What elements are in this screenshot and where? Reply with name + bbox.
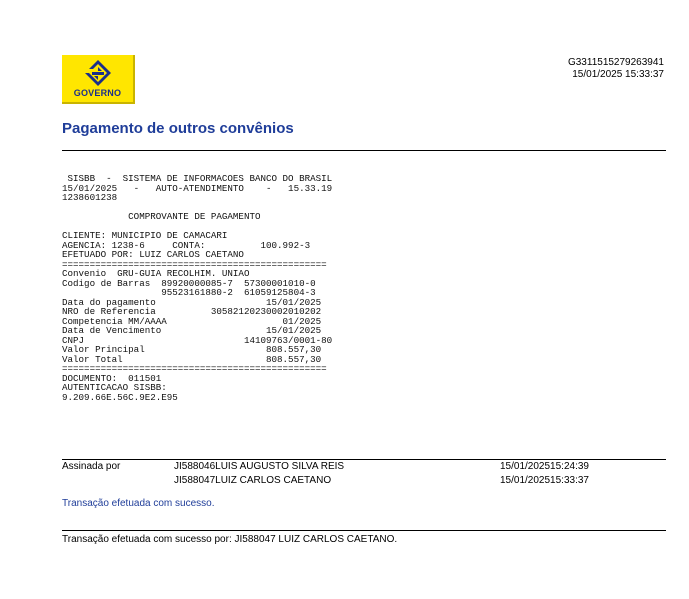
signature-divider [62,459,666,460]
signature-datetime: 15/01/202515:33:37 [500,475,589,486]
bb-logo-icon [84,59,112,87]
success-message: Transação efetuada com sucesso. [62,498,215,509]
signer-name: JI588047LUIZ CARLOS CAETANO [174,475,332,486]
payment-receipt: SISBB - SISTEMA DE INFORMACOES BANCO DO BRASIL 15/01/2025 - AUTO-ATENDIMENTO - 15.33.19 1238601238 COMPROVANTE DE PAGAMENTO CLIENTE: MUNICIPIO DE CAMACARI AGENCIA: 1238-6 CONTA: 100.992-3 EFETUADO POR: LUIZ CARLOS CAETANO ================================================ Convenio GRU-GUIA RECOLHIM. UNIAO Codigo de Barras 89920000085-7 57300001010-0 95523161880-2 61059125804-3 Data do pagamento 15/01/2025 NRO de Referencia 30582120230002010202 Competencia MM/AAAA 01/2025 Data de Vencimento 15/01/2025 CNPJ 14109763/0001-80 Valor Principal 808.557,30 Valor Total 808.557,30 ================================================ DOCUMENTO: 011501 AUTENTICACAO SISBB: 9.209.66E.56C.9E2.E95 [62,173,333,403]
title-divider [62,150,666,151]
document-header-info [568,57,664,81]
footer-text: Transação efetuada com sucesso por: JI588047 LUIZ CARLOS CAETANO. [62,534,398,545]
document-id: G3311515279263941 [567,57,664,68]
footer-divider [62,530,666,531]
logo-text: GOVERNO [73,88,122,98]
signature-datetime: 15/01/202515:24:39 [500,461,589,472]
page-title: Pagamento de outros convênios [62,120,294,137]
signed-by-label: Assinada por [62,461,121,472]
signer-name: JI588046LUIS AUGUSTO SILVA REIS [174,461,345,472]
governo-logo [62,55,135,104]
document-datetime: 15/01/2025 15:33:37 [572,69,664,80]
